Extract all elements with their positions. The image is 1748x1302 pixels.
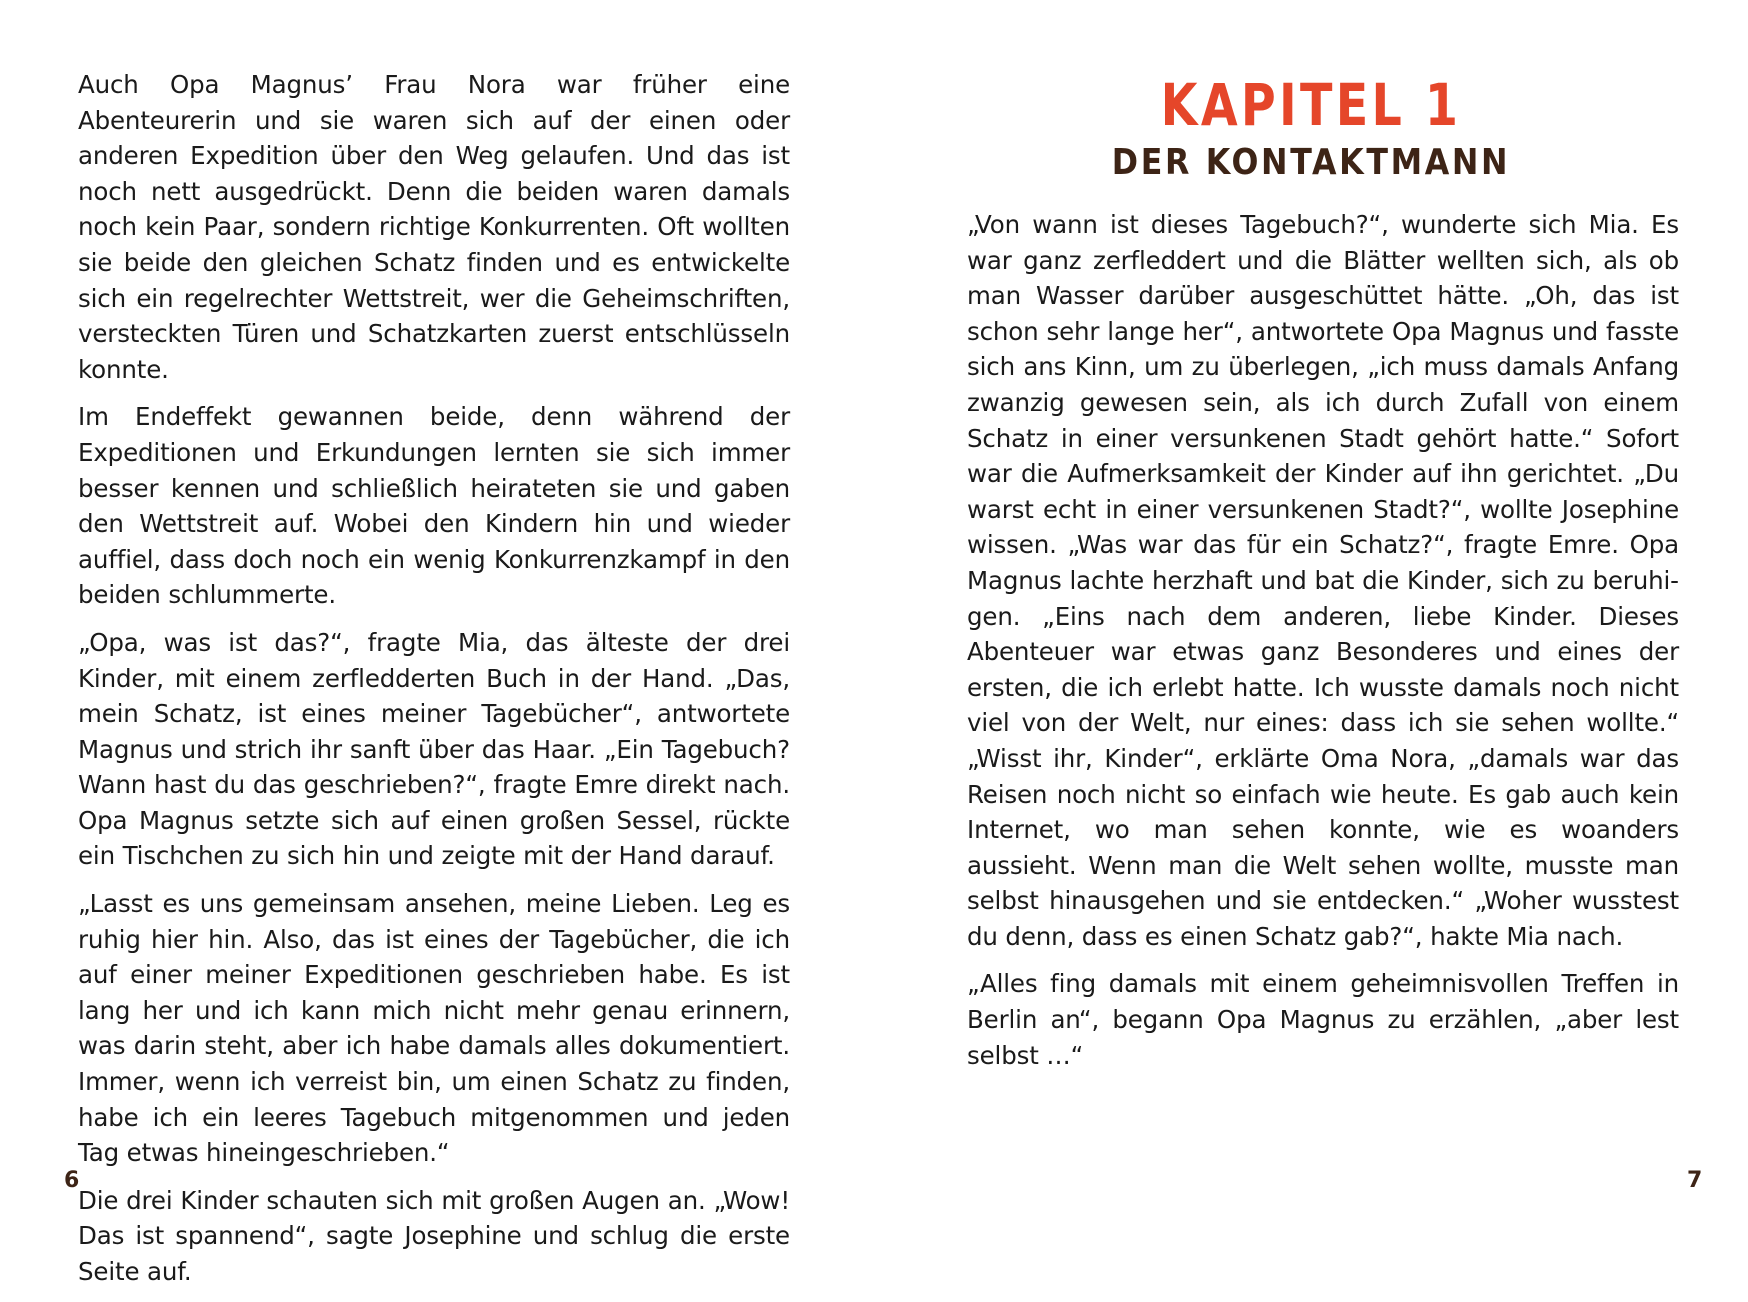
right-paragraph-1: „Von wann ist dieses Tagebuch?“, wunderte sich Mia. Es war ganz zerfleddert und die Blätter wellten sich, als ob man Wasser darüber ausgeschüttet hätte. „Oh, das ist schon sehr lange her“, antwortete Opa Magnus und fasste sich ans Kinn, um zu überlegen, „ich muss damals Anfang zwanzig gewesen sein, als ich durch Zufall von einem Schatz in einer versunkenen Stadt gehört hatte.“ Sofort war die Aufmerksamkeit der Kinder auf ihn gerichtet. „Du warst echt in einer versunkenen Stadt?“, wollte Josephine wissen. „Was war das für ein Schatz?“, fragte Emre. Opa Magnus lachte herzhaft und bat die Kinder, sich zu beruhigen. „Eins nach dem anderen, liebe Kinder. Dieses Abenteuer war etwas ganz Besonderes und eines der ersten, die ich erlebt hatte. Ich wusste damals noch nicht viel von der Welt, nur eines: dass ich sie sehen wollte.“ „Wisst ihr, Kinder“, erklärte Oma Nora, „damals war das Reisen noch nicht so einfach wie heute. Es gab auch kein Internet, wo man sehen konnte, wie es woanders aussieht. Wenn man die Welt sehen wollte, musste man selbst hinausgehen und sie entdecken.“ „Woher wusstest du denn, dass es einen Schatz gab?“, hakte Mia nach. <box>967 210 1679 951</box>
right-page-body <box>967 207 1679 1085</box>
page-number-left: 6 <box>64 1168 80 1193</box>
chapter-title: DER KONTAKTMANN <box>1111 142 1511 183</box>
chapter-number: KAPITEL 1 <box>1160 71 1462 139</box>
left-paragraph-1: Auch Opa Magnus’ Frau Nora war früher eine Abenteurerin und sie waren sich auf der einen oder anderen Expedition über den Weg gelaufen. Und das ist noch nett ausgedrückt. Denn die beiden waren damals noch kein Paar, sondern richtige Konkurrenten. Oft wollten sie beide den gleichen Schatz finden und es entwickelte sich ein regelrechter Wettstreit, wer die Geheimschriften, versteckten Türen und Schatzkarten zuerst entschlüsseln konnte. <box>78 70 790 384</box>
left-page <box>0 0 874 1286</box>
left-paragraph-3: „Opa, was ist das?“, fragte Mia, das älteste der drei Kinder, mit einem zerfledderten Buch in der Hand. „Das, mein Schatz, ist eines meiner Tagebücher“, antwortete Magnus und strich ihr sanft über das Haar. „Ein Tagebuch? Wann hast du das geschrieben?“, fragte Emre direkt nach. Opa Magnus setzte sich auf einen großen Sessel, rückte ein Tischchen zu sich hin und zeigte mit der Hand darauf. <box>78 627 790 871</box>
left-paragraph-5: Die drei Kinder schauten sich mit großen Augen an. „Wow! Das ist spannend“, sagte Josephine und schlug die erste Seite auf. <box>78 1185 790 1286</box>
left-paragraph-4: „Lasst es uns gemeinsam ansehen, meine Lieben. Leg es ruhig hier hin. Also, das ist eines der Tagebücher, die ich auf einer meiner Expeditionen geschrieben habe. Es ist lang her und ich kann mich nicht mehr genau erinnern, was darin steht, aber ich habe damals alles dokumentiert. Immer, wenn ich verreist bin, um einen Schatz zu finden, habe ich ein leeres Tagebuch mitgenommen und jeden Tag etwas hineingeschrieben.“ <box>78 889 790 1168</box>
left-paragraph-2: Im Endeffekt gewannen beide, denn während der Expeditionen und Erkundungen lernten sie sich immer besser kennen und schließlich heirateten sie und gaben den Wettstreit auf. Wobei den Kindern hin und wieder auffiel, dass doch noch ein wenig Konkurrenzkampf in den beiden schlummerte. <box>78 402 790 610</box>
right-paragraph-2: „Alles fing damals mit einem geheimnisvollen Treffen in Berlin an“, begann Opa Magnus zu erzählen, „aber lest selbst …“ <box>967 969 1679 1070</box>
left-page-body <box>78 67 790 1302</box>
right-page <box>874 0 1748 1240</box>
page-number-right: 7 <box>1687 1168 1703 1193</box>
